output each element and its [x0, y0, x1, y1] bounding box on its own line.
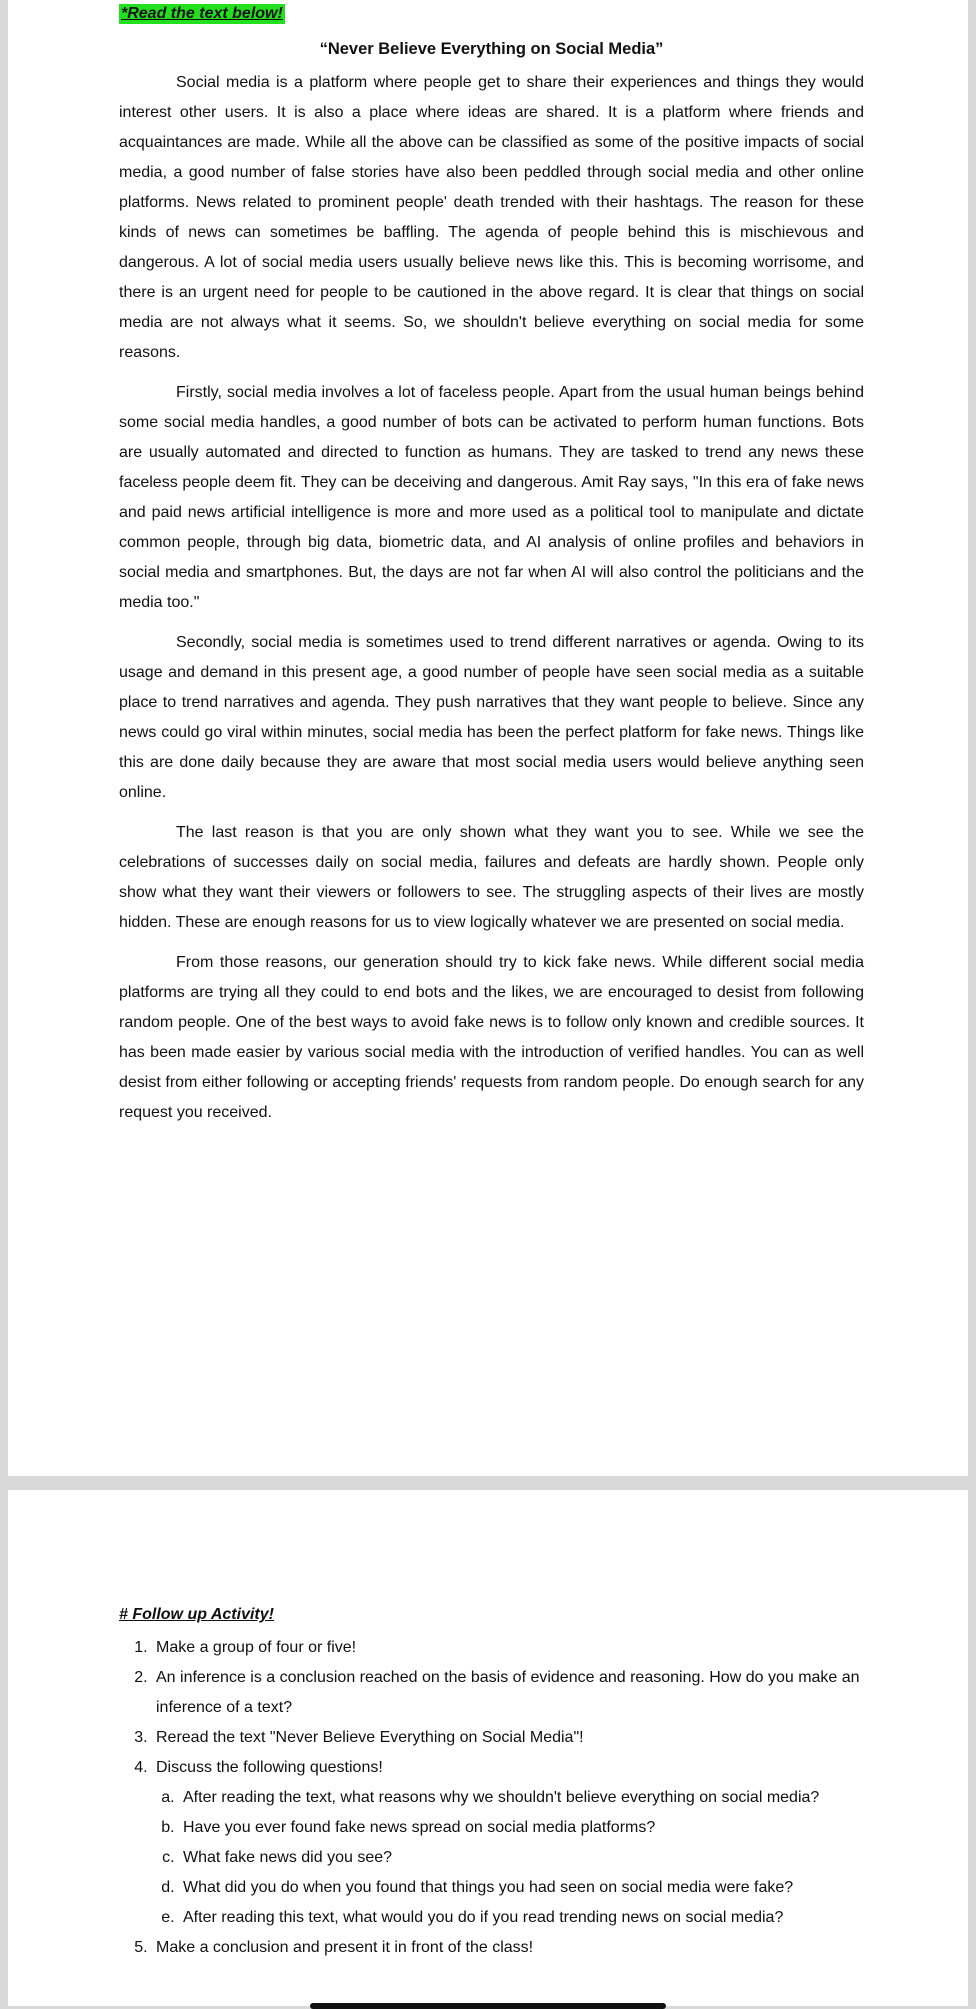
- follow-up-activity-heading: # Follow up Activity!: [119, 1606, 274, 1623]
- document-page-1: [8, 0, 968, 1476]
- page-2-content: [119, 1603, 864, 1963]
- read-instruction: *Read the text below!: [121, 5, 283, 22]
- question-item: b. Have you ever found fake news spread on social media platforms?: [179, 1813, 864, 1843]
- question-item: c. What fake news did you see?: [179, 1843, 864, 1873]
- question-item: a. After reading the text, what reasons why we shouldn't believe everything on social media?: [179, 1783, 864, 1813]
- question-item: d. What did you do when you found that things you had seen on social media were fake?: [179, 1873, 864, 1903]
- article-title: “Never Believe Everything on Social Media”: [319, 40, 664, 58]
- paragraph-conclusion: From those reasons, our generation should try to kick fake news. While different social media platforms are trying all they could to end bots and the likes, we are encouraged to desist from following random people. One of the best ways to avoid fake news is to follow only known and credible sources. It has been made easier by various social media with the introduction of verified handles. You can as well desist from either following or accepting friends' requests from random people. Do enough search for any request you received.: [119, 954, 864, 1121]
- paragraph-shown-what-they-want: The last reason is that you are only shown what they want you to see. While we see the celebrations of successes daily on social media, failures and defeats are hardly shown. People only show what they want their viewers or followers to see. The struggling aspects of their lives are mostly hidden. These are enough reasons for us to view logically whatever we are presented on social media.: [119, 824, 864, 931]
- activity-task-list: [119, 1633, 864, 1963]
- task-item: 5. Make a conclusion and present it in front of the class!: [152, 1933, 864, 1963]
- paragraph-narratives: Secondly, social media is sometimes used to trend different narratives or agenda. Owing to its usage and demand in this present age, a good number of people have seen social media as a suitable place to trend narratives and agenda. They push narratives that they want people to believe. Since any news could go viral within minutes, social media has been the perfect platform for fake news. Things like this are done daily because they are aware that most social media users would believe anything seen online.: [119, 634, 864, 801]
- task-item: 3. Reread the text "Never Believe Everything on Social Media"!: [152, 1723, 864, 1753]
- task-item-text: Discuss the following questions!: [156, 1759, 383, 1776]
- document-page-2: [8, 1490, 968, 2006]
- discussion-question-list: [156, 1783, 864, 1933]
- question-item: e. After reading this text, what would you do if you read trending news on social media?: [179, 1903, 864, 1933]
- task-item: [152, 1753, 864, 1933]
- task-item: 1. Make a group of four or five!: [152, 1633, 864, 1663]
- home-indicator-bar[interactable]: [310, 2003, 666, 2009]
- task-item: 2. An inference is a conclusion reached on the basis of evidence and reasoning. How do you make an inference of a text?: [152, 1663, 864, 1723]
- page-1-content: [119, 4, 864, 1138]
- paragraph-intro: Social media is a platform where people get to share their experiences and things they would interest other users. It is also a place where ideas are shared. It is a platform where friends and acquaintances are made. While all the above can be classified as some of the positive impacts of social media, a good number of false stories have also been peddled through social media and other online platforms. News related to prominent people' death trended with their hashtags. The reason for these kinds of news can sometimes be baffling. The agenda of people behind this is mischievous and dangerous. A lot of social media users usually believe news like this. This is becoming worrisome, and there is an urgent need for people to be cautioned in the above regard. It is clear that things on social media are not always what it seems. So, we shouldn't believe everything on social media for some reasons.: [119, 74, 864, 361]
- paragraph-faceless-people: Firstly, social media involves a lot of faceless people. Apart from the usual human beings behind some social media handles, a good number of bots can be activated to perform human functions. Bots are usually automated and directed to function as humans. They are tasked to trend any news these faceless people deem fit. They can be deceiving and dangerous. Amit Ray says, "In this era of fake news and paid news artificial intelligence is more and more used as a political tool to manipulate and dictate common people, through big data, biometric data, and AI analysis of online profiles and behaviors in social media and smartphones. But, the days are not far when AI will also control the politicians and the media too.": [119, 384, 864, 611]
